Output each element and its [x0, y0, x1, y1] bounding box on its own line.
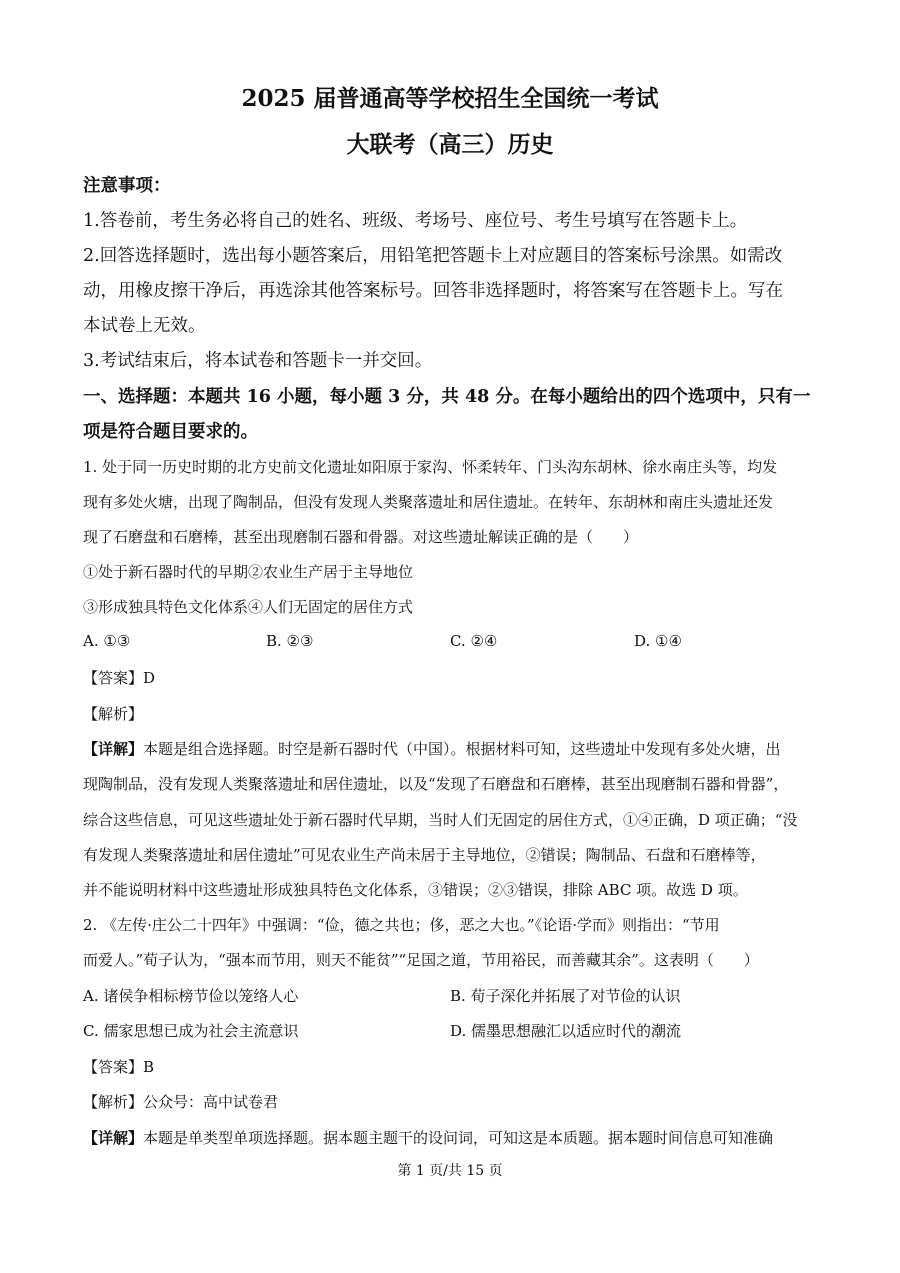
section-heading-line-2: 项是符合题目要求的。: [83, 422, 258, 442]
page-subtitle: 大联考（高三）历史: [346, 131, 554, 158]
q1-detail-text: 本题是组合选择题。时空是新石器时代（中国）。根据材料可知，这些遗址中发现有多处火塘，出: [143, 740, 781, 758]
notice-item-3: 3.考试结束后，将本试卷和答题卡一并交回。: [83, 351, 433, 371]
q1-detail-line-2: 现陶制品，没有发现人类聚落遗址和居住遗址，以及“发现了石磨盘和石磨棒，甚至出现磨制石器和骨器”，: [83, 775, 789, 793]
q2-stem-line-1: 2. 《左传·庄公二十四年》中强调：“俭，德之共也；侈，恶之大也。”《论语·学而》则指出：“节用: [83, 916, 720, 934]
q1-analysis-label: 【解析】: [83, 705, 144, 723]
page-title: 2025 届普通高等学校招生全国统一考试: [241, 85, 659, 112]
q2-option-c: C. 儒家思想已成为社会主流意识: [83, 1022, 299, 1040]
q1-option-d: D. ①④: [634, 632, 682, 650]
q1-items-line-2: ③形成独具特色文化体系④人们无固定的居住方式: [83, 598, 414, 616]
page-footer: 第 1 页/共 15 页: [397, 1163, 503, 1179]
q2-detail-line-1: [83, 1127, 773, 1148]
q2-answer: 【答案】B: [83, 1058, 155, 1076]
notice-item-1: 1.答卷前，考生务必将自己的姓名、班级、考场号、座位号、考生号填写在答题卡上。: [83, 211, 748, 231]
notice-item-2-line-2: 动，用橡皮擦干净后，再选涂其他答案标号。回答非选择题时，将答案写在答题卡上。写在: [83, 281, 783, 301]
q2-stem-line-2: 而爱人。”荀子认为，“强本而节用，则天不能贫”“足国之道，节用裕民，而善藏其余”。这表明（ ）: [83, 951, 759, 969]
q1-stem-line-2: 现有多处火塘，出现了陶制品，但没有发现人类聚落遗址和居住遗址。在转年、东胡林和南庄头遗址还发: [83, 493, 774, 511]
section-heading-line-1: 一、选择题：本题共 16 小题，每小题 3 分，共 48 分。在每小题给出的四个选项中，只有一: [83, 387, 811, 407]
q1-answer: 【答案】D: [83, 669, 156, 687]
q1-option-a: A. ①③: [83, 632, 131, 650]
q1-option-c: C. ②④: [450, 632, 498, 650]
notice-item-2-line-3: 本试卷上无效。: [83, 316, 206, 336]
q1-option-b: B. ②③: [266, 632, 314, 650]
q1-items-line-1: ①处于新石器时代的早期②农业生产居于主导地位: [83, 563, 414, 581]
q1-stem-line-3: 现了石磨盘和石磨棒，甚至出现磨制石器和骨器。对这些遗址解读正确的是（ ）: [83, 528, 639, 546]
q1-detail-line-4: 有发现人类聚落遗址和居住遗址”可见农业生产尚未居于主导地位，②错误；陶制品、石盘和石磨棒等，: [83, 846, 766, 864]
q2-detail-text: 本题是单类型单项选择题。据本题主题干的设问词，可知这是本质题。据本题时间信息可知准确: [143, 1129, 774, 1147]
q2-option-d: D. 儒墨思想融汇以适应时代的潮流: [450, 1022, 682, 1040]
q2-option-b: B. 荀子深化并拓展了对节俭的认识: [450, 987, 681, 1005]
q1-detail-label: 【详解】: [83, 740, 144, 758]
q2-option-a: A. 诸侯争相标榜节俭以笼络人心: [83, 987, 299, 1005]
q2-detail-label: 【详解】: [83, 1129, 144, 1147]
notice-item-2-line-1: 2.回答选择题时，选出每小题答案后，用铅笔把答题卡上对应题目的答案标号涂黑。如需改: [83, 246, 783, 266]
notice-heading: 注意事项：: [83, 176, 171, 196]
q1-stem-line-1: 1. 处于同一历史时期的北方史前文化遗址如阳原于家沟、怀柔转年、门头沟东胡林、徐水南庄头等，均发: [83, 458, 778, 476]
q1-detail-line-1: [83, 738, 781, 759]
q1-detail-line-5: 并不能说明材料中这些遗址形成独具特色文化体系，③错误；②③错误，排除 ABC 项。故选 D 项。: [83, 881, 748, 899]
q1-detail-line-3: 综合这些信息，可见这些遗址处于新石器时代早期，当时人们无固定的居住方式，①④正确，D 项正确；“没: [83, 811, 798, 829]
q2-analysis-label: 【解析】公众号：高中试卷君: [83, 1093, 279, 1111]
